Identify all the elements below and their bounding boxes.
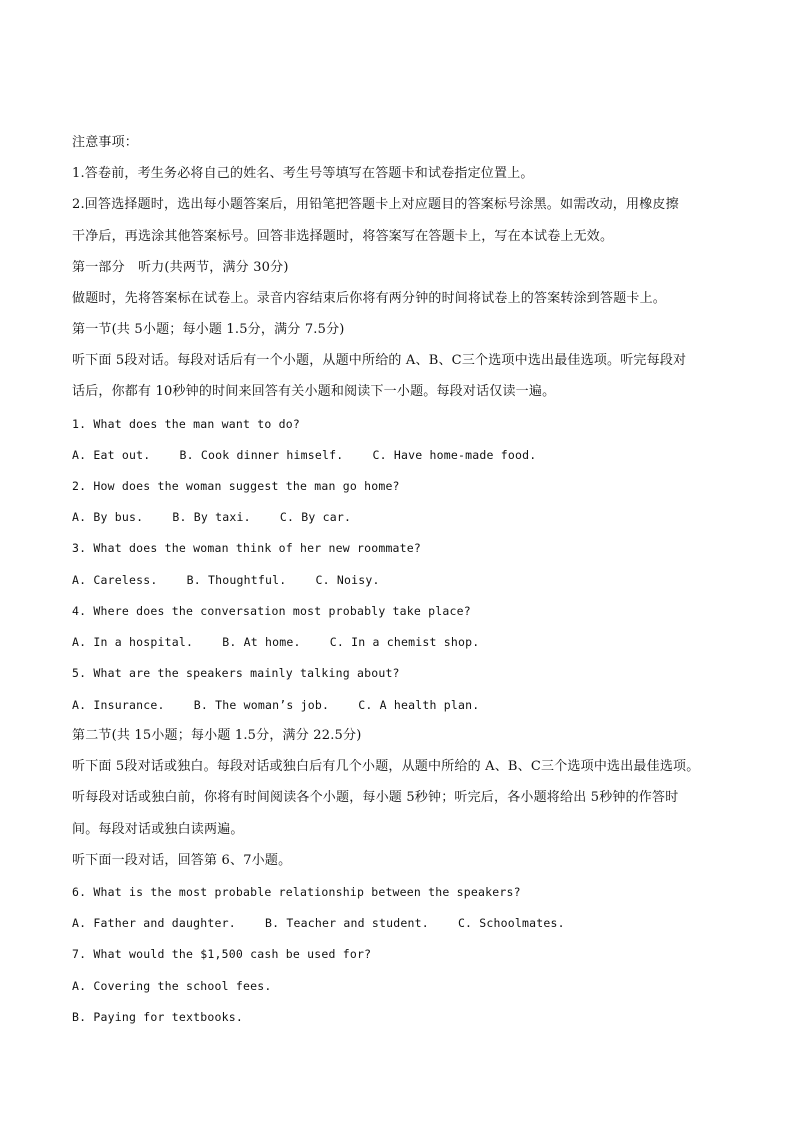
question-5-options <box>72 695 754 715</box>
option-c: C. In a chemist shop. <box>329 635 480 649</box>
notice-item-2-line-1: 2.回答选择题时，选出每小题答案后，用铅笔把答题卡上对应题目的答案标号涂黑。如需改动，用橡皮擦 <box>72 197 679 212</box>
notice-item-2-line-2: 干净后，再选涂其他答案标号。回答非选择题时，将答案写在答题卡上，写在本试卷上无效。 <box>72 229 614 244</box>
section2-instruction-line-1: 听下面 5段对话或独白。每段对话或独白后有几个小题，从题中所给的 A、B、C三个选项中选出最佳选项。 <box>72 759 700 774</box>
option-a: A. Careless. <box>72 573 158 587</box>
option-c: C. Have home-made food. <box>372 448 537 462</box>
option-b: B. By taxi. <box>172 510 251 524</box>
section2-instruction-line-3: 间。每段对话或独白读两遍。 <box>72 822 244 837</box>
option-c: C. Noisy. <box>315 573 380 587</box>
part1-instruction: 做题时，先将答案标在试卷上。录音内容结束后你将有两分钟的时间将试卷上的答案转涂到答题卡上。 <box>72 291 667 306</box>
option-b: B. The woman’s job. <box>193 698 330 712</box>
part1-title: 第一部分 听力(共两节，满分 30分) <box>72 260 289 275</box>
question-5-stem: 5. What are the speakers mainly talking about? <box>72 666 400 680</box>
notice-item-1: 1.答卷前，考生务必将自己的姓名、考生号等填写在答题卡和试卷指定位置上。 <box>72 166 534 181</box>
option-c: C. A health plan. <box>358 698 480 712</box>
option-a: A. By bus. <box>72 510 144 524</box>
option-b: B. Cook dinner himself. <box>179 448 344 462</box>
option-c: C. Schoolmates. <box>457 916 565 930</box>
section2-title: 第二节(共 15小题；每小题 1.5分，满分 22.5分) <box>72 728 362 743</box>
section1-title: 第一节(共 5小题；每小题 1.5分，满分 7.5分) <box>72 322 345 337</box>
question-4-stem: 4. Where does the conversation most probably take place? <box>72 604 471 618</box>
question-7-option-a: A. Covering the school fees. <box>72 979 272 993</box>
option-c: C. By car. <box>279 510 352 524</box>
question-7-option-b: B. Paying for textbooks. <box>72 1010 243 1024</box>
section1-instruction-line-1: 听下面 5段对话。每段对话后有一个小题，从题中所给的 A、B、C三个选项中选出最佳选项。听完每段对 <box>72 353 687 368</box>
option-b: B. At home. <box>222 635 301 649</box>
section1-instruction-line-2: 话后，你都有 10秒钟的时间来回答有关小题和阅读下一小题。每段对话仅读一遍。 <box>72 384 556 399</box>
option-b: B. Thoughtful. <box>186 573 287 587</box>
option-a: A. Father and daughter. <box>72 916 236 930</box>
question-6-options <box>72 913 754 933</box>
question-7-stem: 7. What would the $1,500 cash be used for? <box>72 947 372 961</box>
notice-heading: 注意事项： <box>72 135 139 150</box>
question-1-stem: 1. What does the man want to do? <box>72 417 300 431</box>
option-a: A. Insurance. <box>72 698 165 712</box>
question-3-stem: 3. What does the woman think of her new roommate? <box>72 541 422 555</box>
option-b: B. Teacher and student. <box>264 916 429 930</box>
group-intro-6-7: 听下面一段对话，回答第 6、7小题。 <box>72 853 292 868</box>
section2-instruction-line-2: 听每段对话或独白前，你将有时间阅读各个小题，每小题 5秒钟；听完后，各小题将给出 5秒钟的作答时 <box>72 790 679 805</box>
question-4-options <box>72 632 754 652</box>
question-1-options <box>72 445 754 465</box>
question-6-stem: 6. What is the most probable relationship between the speakers? <box>72 885 521 899</box>
question-3-options <box>72 570 754 590</box>
option-a: A. In a hospital. <box>72 635 194 649</box>
question-2-stem: 2. How does the woman suggest the man go home? <box>72 479 400 493</box>
option-a: A. Eat out. <box>72 448 151 462</box>
question-2-options <box>72 507 754 527</box>
